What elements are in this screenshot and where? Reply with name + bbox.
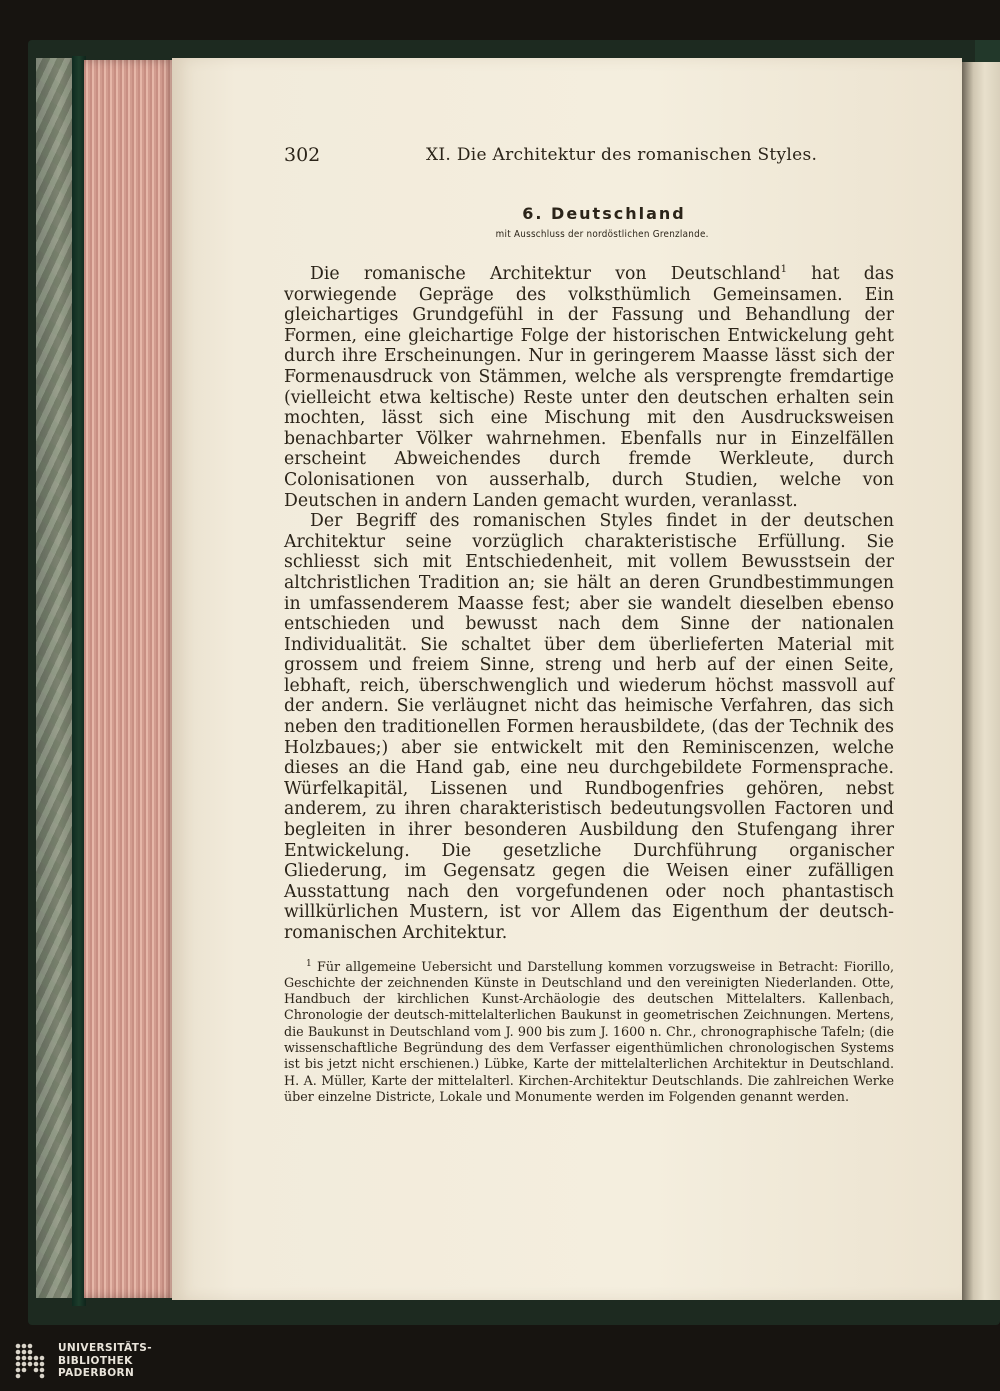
footnote-reference[interactable]: 1: [780, 264, 787, 275]
library-logo-text: [58, 1342, 152, 1380]
footnote-paragraph: [284, 959, 894, 1106]
library-logo-icon: [14, 1342, 50, 1382]
page-content: [284, 144, 894, 1105]
paragraph: [284, 264, 894, 511]
library-logo-line: UNIVERSITÄTS-: [58, 1342, 153, 1354]
facing-page-edge: [962, 62, 1000, 1300]
library-logo: [14, 1342, 164, 1382]
right-cover-corner: [975, 40, 1000, 62]
library-logo-line: BIBLIOTHEK: [58, 1354, 133, 1367]
page-edges: [84, 60, 176, 1298]
paragraph-text: hat das vorwiegende Gepräge des volksthümlich Gemeinsamen. Ein gleichartiges Grundgefühl in der Fassung und Behandlung der Formen, eine gleichartige Folge der historischen Entwickelung geht durch ihre Erscheinungen. Nur in geringerem Maasse lässt sich der Formenausdruck von Stämmen, welche als versprengte fremdartige (vielleicht etwa keltische) Reste unter den deutschen erhalten sein mochten, lässt sich eine Mischung mit den Ausdrucksweisen benachbarter Völker wahrnehmen. Ebenfalls nur in Einzelfällen erscheint Abweichendes durch fremde Werkleute, durch Colonisationen von ausserhalb, durch Studien, welche von Deutschen in andern Landen gemacht wurden, veranlasst.: [284, 264, 894, 511]
section-title: 6. Deutschland: [522, 204, 686, 223]
paragraph-text: Der Begriff des romanischen Styles findet in der deutschen Architektur seine vorzüglich charakteristische Erfüllung. Sie schliesst sich mit Entschiedenheit, mit vollem Bewusstsein der altchristlichen Tradition an; sie hält an deren Grundbestimmungen in umfassenderem Maasse fest; aber sie wandelt dieselben ebenso entschieden und bewusst nach dem Sinne der nationalen Individualität. Sie schaltet über dem überlieferten Material mit grossem und freiem Sinne, streng und herb auf der einen Seite, lebhaft, reich, überschwenglich und wiederum höchst massvoll auf der andern. Sie verläugnet nicht das heimische Verfahren, das sich neben den traditionellen Formen herausbildete, (das der Technik des Holzbaues;) aber sie entwickelt mit den Reminiscenzen, welche dieses an die Hand gab, eine neu durchgebildete Formensprache. Würfelkapitäl, Lissenen und Rundbogenfries gehören, nebst anderem, zu ihren charakteristisch bedeutungsvollen Factoren und begleiten in ihrer besonderen Ausbildung den Stufengang ihrer Entwickelung. Die gesetzliche Durchführung organischer Gliederung, im Gegensatz gegen die Weisen einer zufälligen Ausstattung nach den vorgefundenen oder noch phantastisch willkürlichen Mustern, ist vor Allem das Eigenthum der deutsch-romanischen Architektur.: [284, 511, 894, 943]
section-subtitle: mit Ausschluss der nordöstlichen Grenzlande.: [495, 229, 709, 240]
running-head-title: XI. Die Architektur des romanischen Styles.: [426, 145, 818, 165]
footnote-text: Für allgemeine Uebersicht und Darstellung kommen vorzugsweise in Betracht: Fiorillo, Geschichte der zeichnenden Künste in Deutschland und den vereinigten Niederlanden. Otte, Handbuch der kirchlichen Kunst-Archäologie des deutschen Mittelalters. Kallenbach, Chronologie der deutsch-mittelalterlichen Baukunst in geometrischen Zeichnungen. Mertens, die Baukunst in Deutschland vom J. 900 bis zum J. 1600 n. Chr., chronographische Tafeln; (die wissenschaftliche Begründung des dem Verfasser eigenthümlichen chronologischen Systems ist bis jetzt nicht erschienen.) Lübke, Karte der mittelalterlichen Architektur in Deutschland. H. A. Müller, Karte der mittelalterl. Kirchen-Architektur Deutschlands. Die zahlreichen Werke über einzelne Districte, Lokale und Monumente werden im Folgenden genannt werden.: [284, 958, 894, 1104]
body-text: [284, 264, 894, 944]
page-number: 302: [284, 144, 321, 166]
paragraph: [284, 511, 894, 943]
running-head: [284, 144, 894, 174]
footnote-marker: 1: [306, 958, 312, 969]
paragraph-text: Die romanische Architektur von Deutschland: [310, 264, 781, 284]
footnote: [284, 959, 894, 1106]
library-logo-line: PADERBORN: [58, 1367, 135, 1379]
